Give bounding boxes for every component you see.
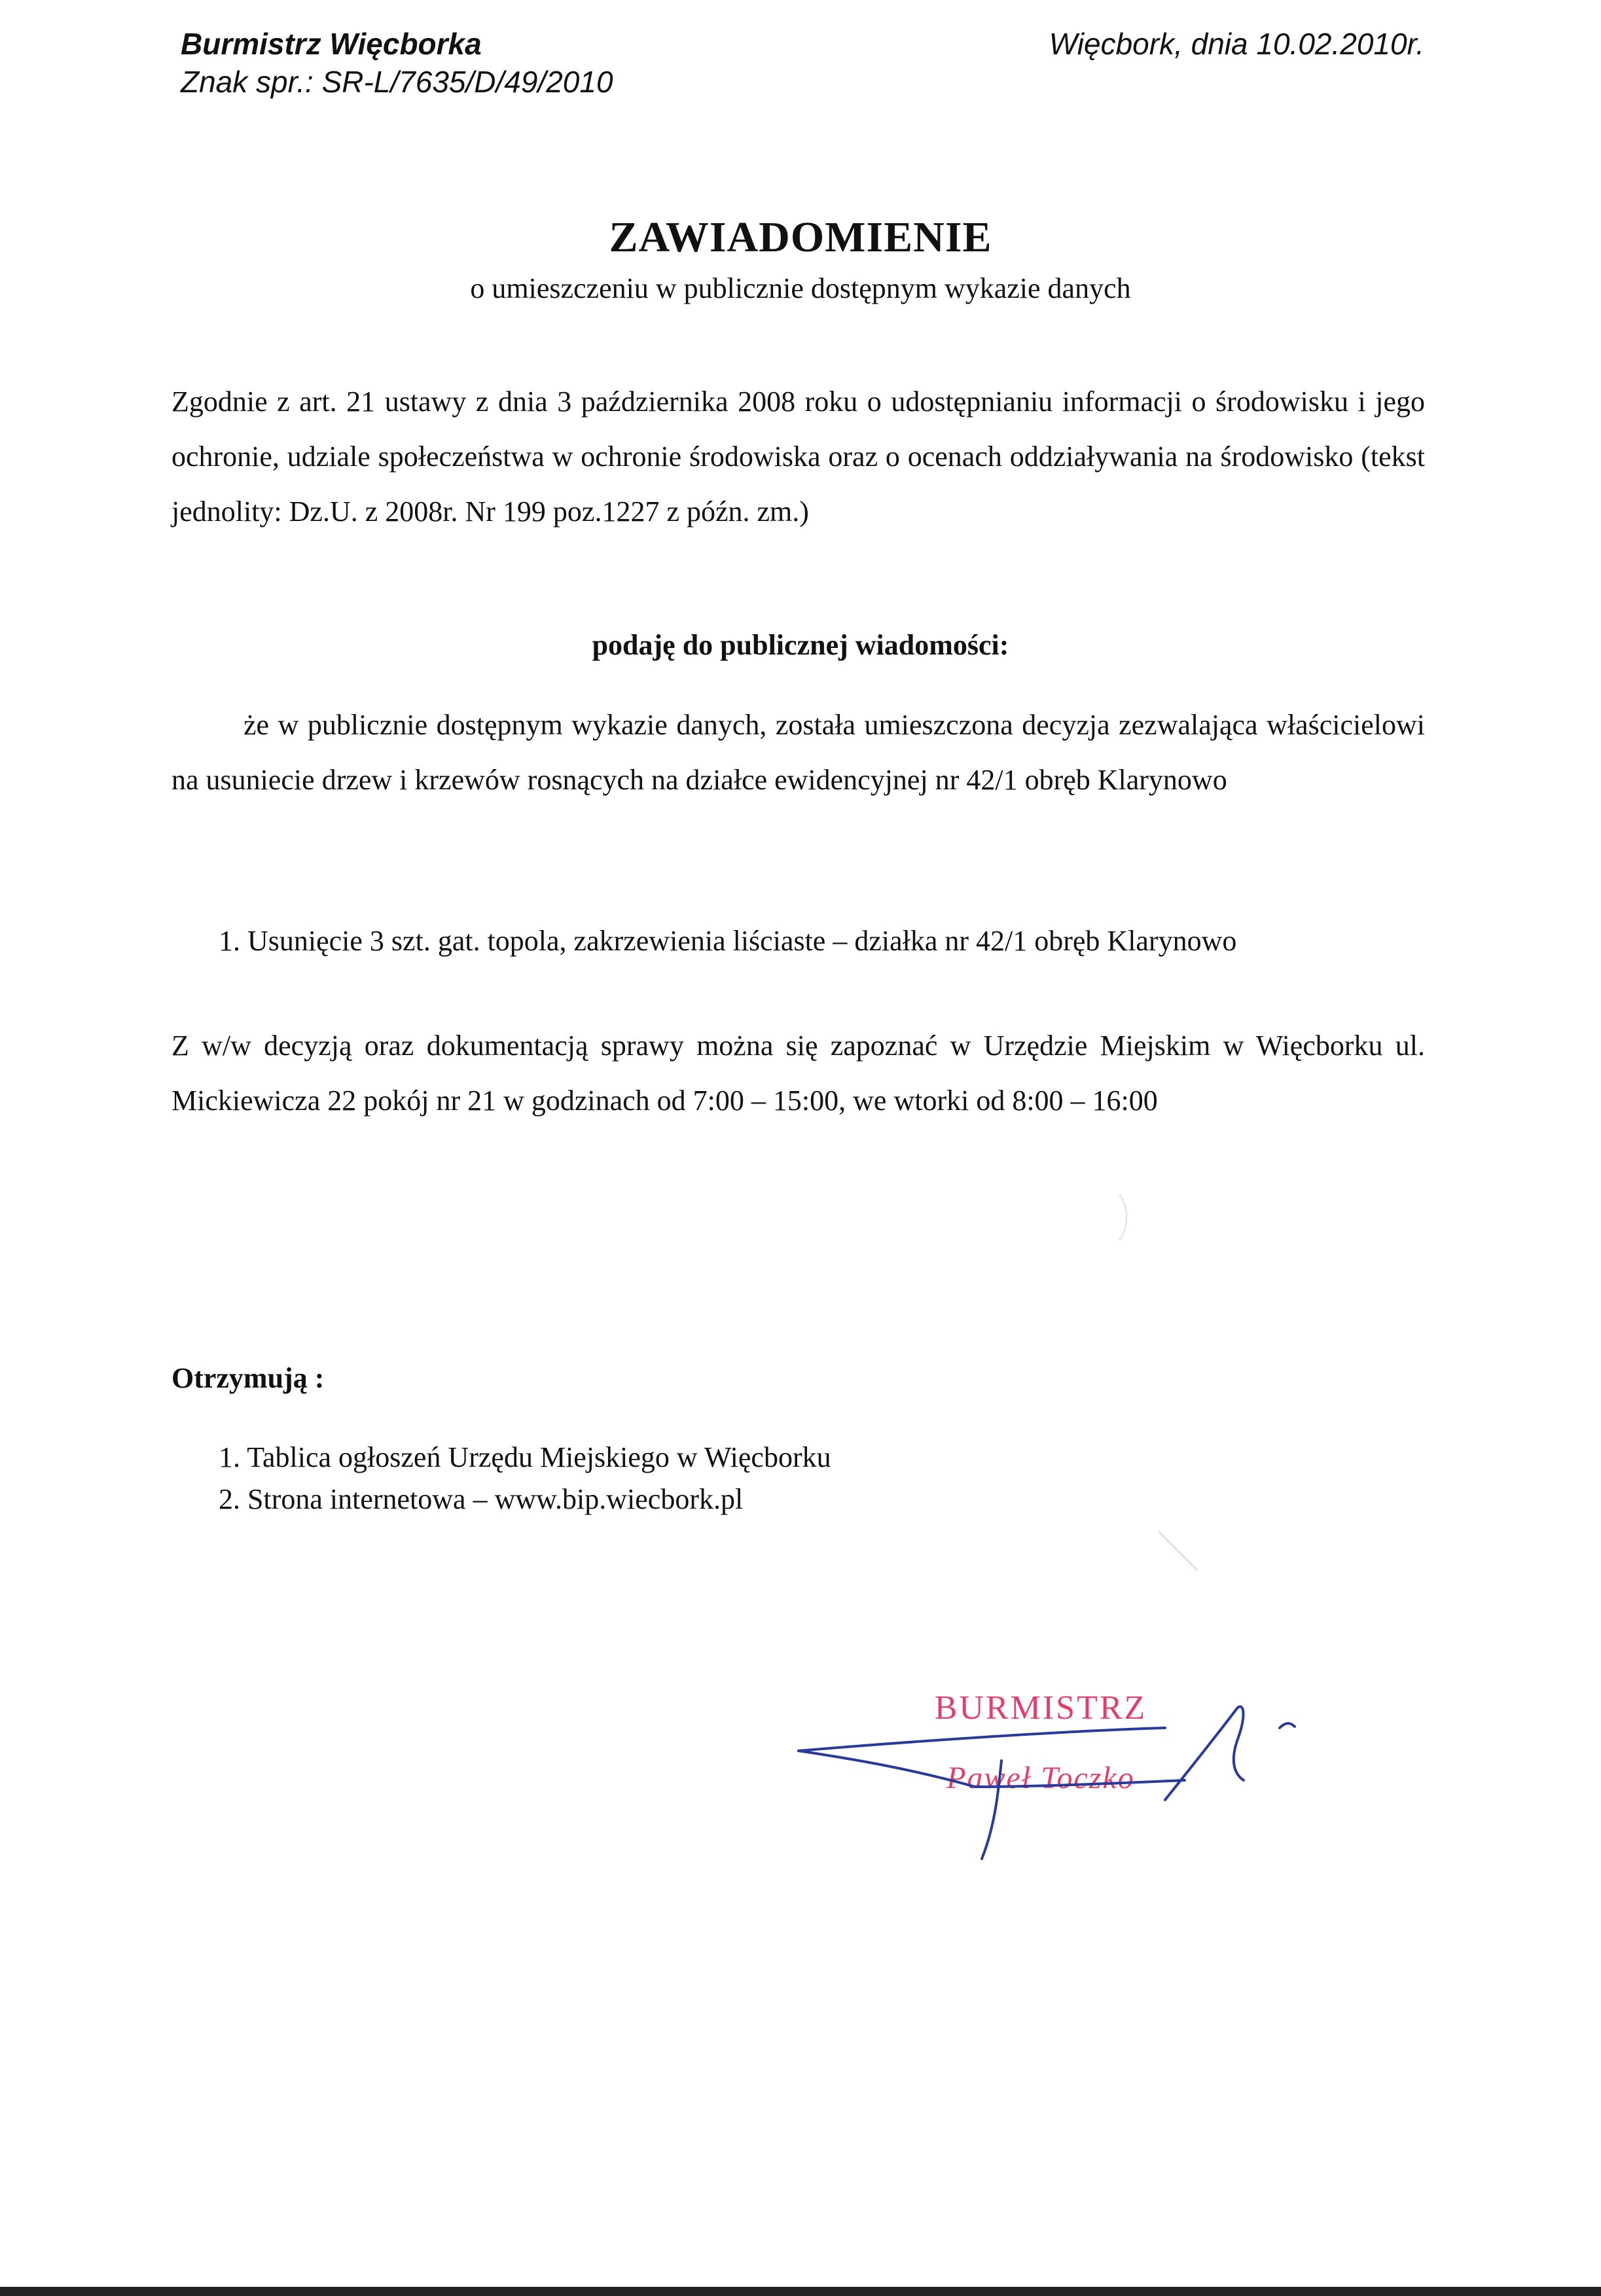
document-subtitle: o umieszczeniu w publicznie dostępnym wykazie danych bbox=[470, 272, 1131, 304]
sender-block bbox=[181, 25, 613, 101]
legal-basis-paragraph: Zgodnie z art. 21 ustawy z dnia 3 października 2008 roku o udostępnianiu informacji o środowisku i jego ochronie, udziale społeczeństwa w ochronie środowiska oraz o ocenach oddziaływania na środowisko (tekst jednolity: Dz.U. z 2008r. Nr 199 poz.1227 z późn. zm.) bbox=[171, 386, 1425, 528]
scan-mark bbox=[1152, 1525, 1204, 1577]
scan-mark bbox=[1113, 1191, 1139, 1244]
recipient-item: 2. Strona internetowa – www.bip.wiecbork.pl bbox=[219, 1483, 744, 1515]
recipients-list bbox=[219, 1437, 831, 1520]
contact-paragraph: Z w/w decyzją oraz dokumentacją sprawy można się zapoznać w Urzędzie Miejskim w Więcborku ul. Mickiewicza 22 pokój nr 21 w godzinach od 7:00 – 15:00, we wtorki od 8:00 – 16:00 bbox=[171, 1030, 1425, 1117]
place-date: Więcbork, dnia 10.02.2010r. bbox=[1049, 27, 1424, 61]
decision-list-item: 1. Usunięcie 3 szt. gat. topola, zakrzewienia liściaste – działka nr 42/1 obręb Klarynowo bbox=[219, 925, 1237, 957]
case-reference: Znak spr.: SR-L/7635/D/49/2010 bbox=[181, 65, 613, 99]
document-title: ZAWIADOMIENIE bbox=[609, 213, 992, 261]
decision-paragraph: że w publicznie dostępnym wykazie danych, została umieszczona decyzja zezwalająca właścicielowi na usuniecie drzew i krzewów rosnących na działce ewidencyjnej nr 42/1 obręb Klarynowo bbox=[171, 709, 1425, 796]
recipient-item: 1. Tablica ogłoszeń Urzędu Miejskiego w Więcborku bbox=[219, 1441, 831, 1473]
stamp-title: BURMISTRZ bbox=[934, 1689, 1147, 1727]
sender-organization: Burmistrz Więcborka bbox=[181, 27, 482, 61]
handwritten-signature bbox=[785, 1689, 1309, 1872]
scan-edge bbox=[0, 2287, 1601, 2296]
announcement-heading: podaję do publicznej wiadomości: bbox=[592, 629, 1009, 661]
stamp-name: Paweł Toczko bbox=[946, 1761, 1135, 1795]
recipients-heading: Otrzymują : bbox=[171, 1362, 325, 1394]
